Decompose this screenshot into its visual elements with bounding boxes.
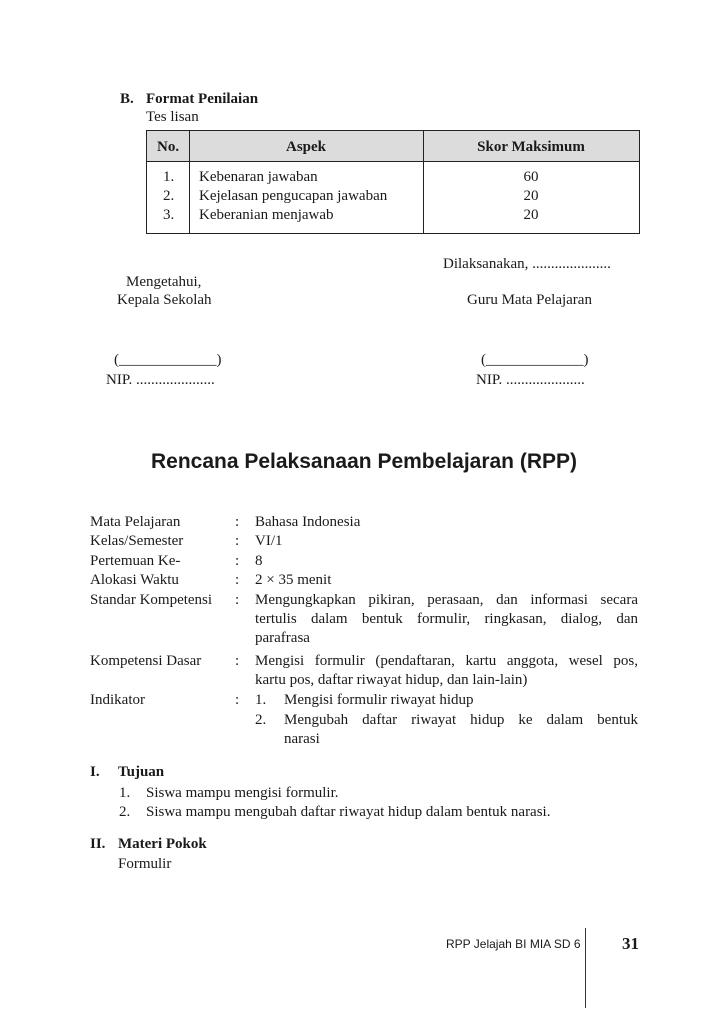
assessment-table [146,130,640,234]
table-cell-skor: 20 [523,207,539,223]
field-value: Bahasa Indonesia [255,514,361,530]
acknowledgement-label: Mengetahui, [126,274,202,290]
section-heading: Format Penilaian [146,91,259,107]
field-value: 8 [255,553,263,569]
table-cell-no: 3. [163,207,175,223]
section-text: Formulir [118,856,172,872]
column-header-skor: Skor Maksimum [477,139,585,155]
section-title: Tujuan [118,764,165,780]
field-label: Kelas/Semester [90,533,184,549]
field-colon: : [235,653,240,669]
teacher-name-blank: (_____________) [481,352,589,368]
table-cell-skor: 60 [523,169,539,185]
list-item: Mengubah daftar riwayat hidup ke dalam bentuk [284,712,638,728]
field-value-line: parafrasa [255,630,310,646]
list-number: 1. [119,785,131,801]
table-cell-no: 1. [163,169,175,185]
section-title: Materi Pokok [118,836,207,852]
field-value-line: tertulis dalam bentuk formulir, ringkasan, dialog, dan [255,611,638,627]
field-label: Indikator [90,692,145,708]
list-number: 1. [255,692,267,708]
table-cell-aspek: Keberanian menjawab [199,207,334,223]
field-colon: : [235,692,240,708]
place-date-line: Dilaksanakan, ..................... [443,256,611,272]
field-colon: : [235,572,240,588]
field-value: VI/1 [255,533,283,549]
table-cell-skor: 20 [523,188,539,204]
footer-divider [585,928,586,1008]
section-number: I. [90,764,100,780]
list-item: Siswa mampu mengubah daftar riwayat hidup dalam bentuk narasi. [146,804,551,820]
field-colon: : [235,533,240,549]
field-label: Pertemuan Ke- [90,553,181,569]
section-marker: B. [120,91,134,107]
field-colon: : [235,553,240,569]
field-colon: : [235,592,240,608]
field-colon: : [235,514,240,530]
table-cell-aspek: Kebenaran jawaban [199,169,318,185]
field-label: Mata Pelajaran [90,514,181,530]
field-value-line: Mengisi formulir (pendaftaran, kartu anggota, wesel pos, [255,653,638,669]
column-header-aspek: Aspek [285,139,326,155]
field-label: Kompetensi Dasar [90,653,202,669]
field-value-line: kartu pos, daftar riwayat hidup, dan lain-lain) [255,672,528,688]
list-number: 2. [119,804,131,820]
column-header-no: No. [157,139,180,155]
principal-title: Kepala Sekolah [117,292,212,308]
list-item: Mengisi formulir riwayat hidup [284,692,474,708]
teacher-title: Guru Mata Pelajaran [467,292,592,308]
list-item: narasi [284,731,320,747]
field-label: Alokasi Waktu [90,572,179,588]
teacher-nip: NIP. ..................... [476,372,585,388]
principal-nip: NIP. ..................... [106,372,215,388]
page-title: Rencana Pelaksanaan Pembelajaran (RPP) [150,450,578,473]
page-number: 31 [622,934,639,953]
field-value: 2 × 35 menit [255,572,332,588]
field-label: Standar Kompetensi [90,592,213,608]
table-cell-aspek: Kejelasan pengucapan jawaban [199,188,388,204]
principal-name-blank: (_____________) [114,352,222,368]
table-cell-no: 2. [163,188,175,204]
test-type: Tes lisan [146,109,199,125]
list-number: 2. [255,712,267,728]
section-number: II. [90,836,106,852]
book-title: RPP Jelajah BI MIA SD 6 [446,937,581,951]
field-value-line: Mengungkapkan pikiran, perasaan, dan informasi secara [255,592,638,608]
list-item: Siswa mampu mengisi formulir. [146,785,339,801]
